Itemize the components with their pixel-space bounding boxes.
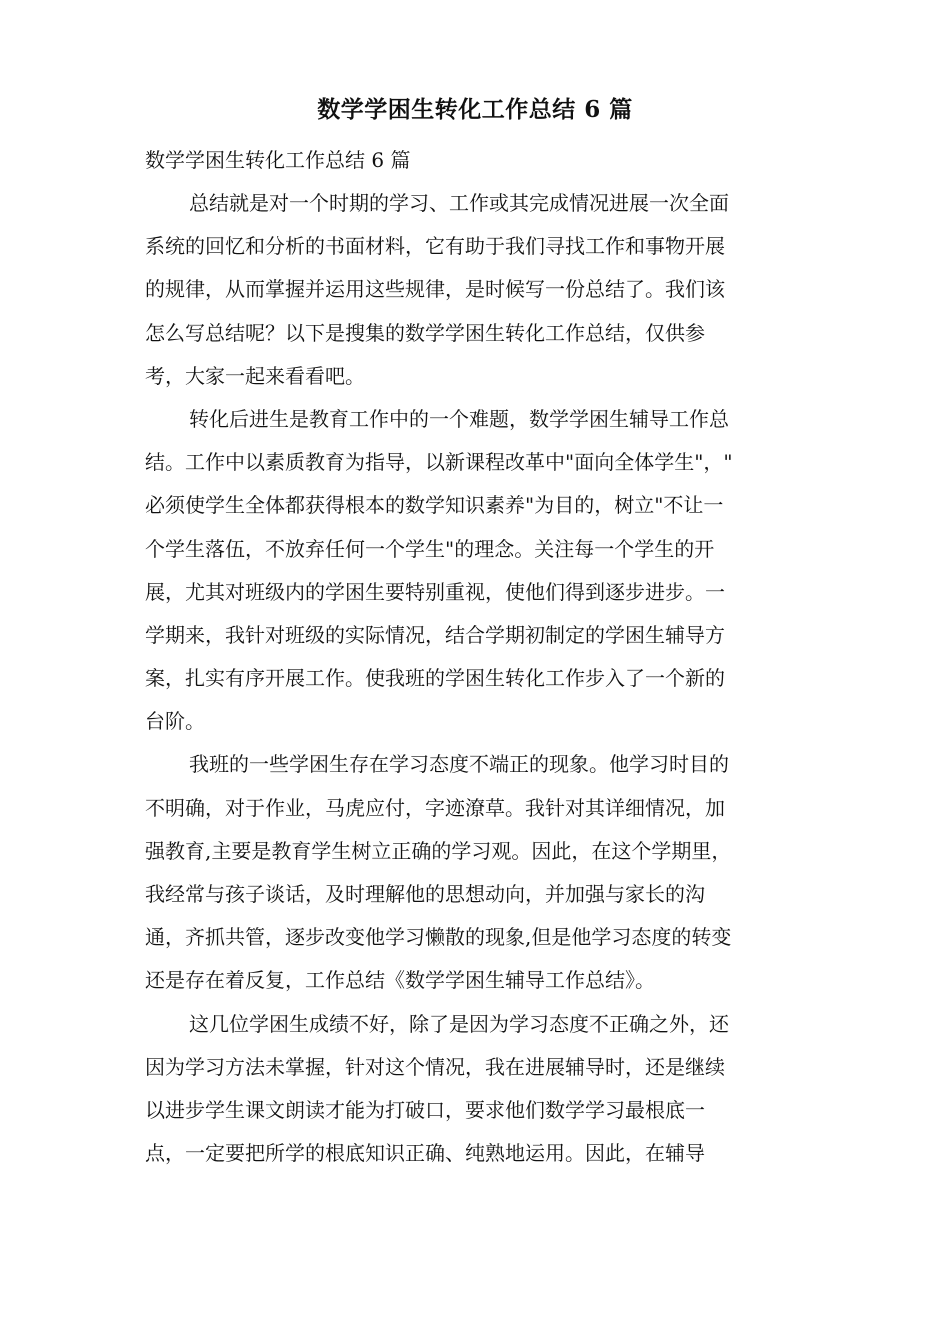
text-line: 点，一定要把所学的根底知识正确、纯熟地运用。因此，在辅导 — [145, 1141, 705, 1166]
text-line: 考，大家一起来看看吧。 — [145, 363, 365, 388]
text-line: 这几位学困生成绩不好，除了是因为学习态度不正确之外，还 — [189, 1011, 729, 1036]
text-line: 我经常与孩子谈话，及时理解他的思想动向，并加强与家长的沟 — [145, 882, 705, 906]
text-line: 展，尤其对班级内的学困生要特别重视，使他们得到逐步进步。一 — [145, 579, 725, 604]
paragraph-2 — [145, 398, 809, 744]
text-line: 不明确，对于作业，马虎应付，字迹潦草。我针对其详细情况，加 — [145, 795, 725, 820]
text-line: 台阶。 — [145, 709, 205, 734]
text-line: 强教育,主要是教育学生树立正确的学习观。因此，在这个学期里， — [145, 838, 732, 863]
text-line: 必须使学生全体都获得根本的数学知识素养"为目的，树立"不让一 — [145, 493, 724, 518]
document-title: 数学学困生转化工作总结 6 篇 — [317, 96, 633, 123]
paragraph-4 — [145, 1003, 809, 1176]
text-line: 因为学习方法未掌握，针对这个情况，我在进展辅导时，还是继续 — [145, 1054, 725, 1079]
text-line: 转化后进生是教育工作中的一个难题，数学学困生辅导工作总 — [189, 406, 729, 431]
text-line: 还是存在着反复，工作总结《数学学困生辅导工作总结》。 — [145, 968, 655, 993]
text-line: 结。工作中以素质教育为指导，以新课程改革中"面向全体学生"，" — [145, 450, 733, 475]
text-line: 怎么写总结呢？以下是搜集的数学学困生转化工作总结，仅供参 — [145, 320, 705, 345]
text-line: 的规律，从而掌握并运用这些规律，是时候写一份总结了。我们该 — [145, 277, 725, 302]
text-line: 以进步学生课文朗读才能为打破口，要求他们数学学习最根底一 — [145, 1097, 705, 1122]
text-line: 总结就是对一个时期的学习、工作或其完成情况进展一次全面 — [189, 191, 729, 215]
document-subtitle: 数学学困生转化工作总结 6 篇 — [145, 148, 411, 172]
document-body — [145, 139, 809, 1175]
text-line: 学期来，我针对班级的实际情况，结合学期初制定的学困生辅导方 — [145, 622, 725, 647]
text-line: 案，扎实有序开展工作。使我班的学困生转化工作步入了一个新的 — [145, 666, 725, 691]
text-line: 我班的一些学困生存在学习态度不端正的现象。他学习时目的 — [189, 752, 729, 777]
paragraph-intro — [145, 182, 809, 398]
paragraph-3 — [145, 743, 809, 1002]
text-line: 个学生落伍，不放弃任何一个学生"的理念。关注每一个学生的开 — [145, 536, 715, 561]
text-line: 系统的回忆和分析的书面材料，它有助于我们寻找工作和事物开展 — [145, 234, 725, 259]
text-line: 通，齐抓共管，逐步改变他学习懒散的现象,但是他学习态度的转变 — [145, 925, 732, 950]
